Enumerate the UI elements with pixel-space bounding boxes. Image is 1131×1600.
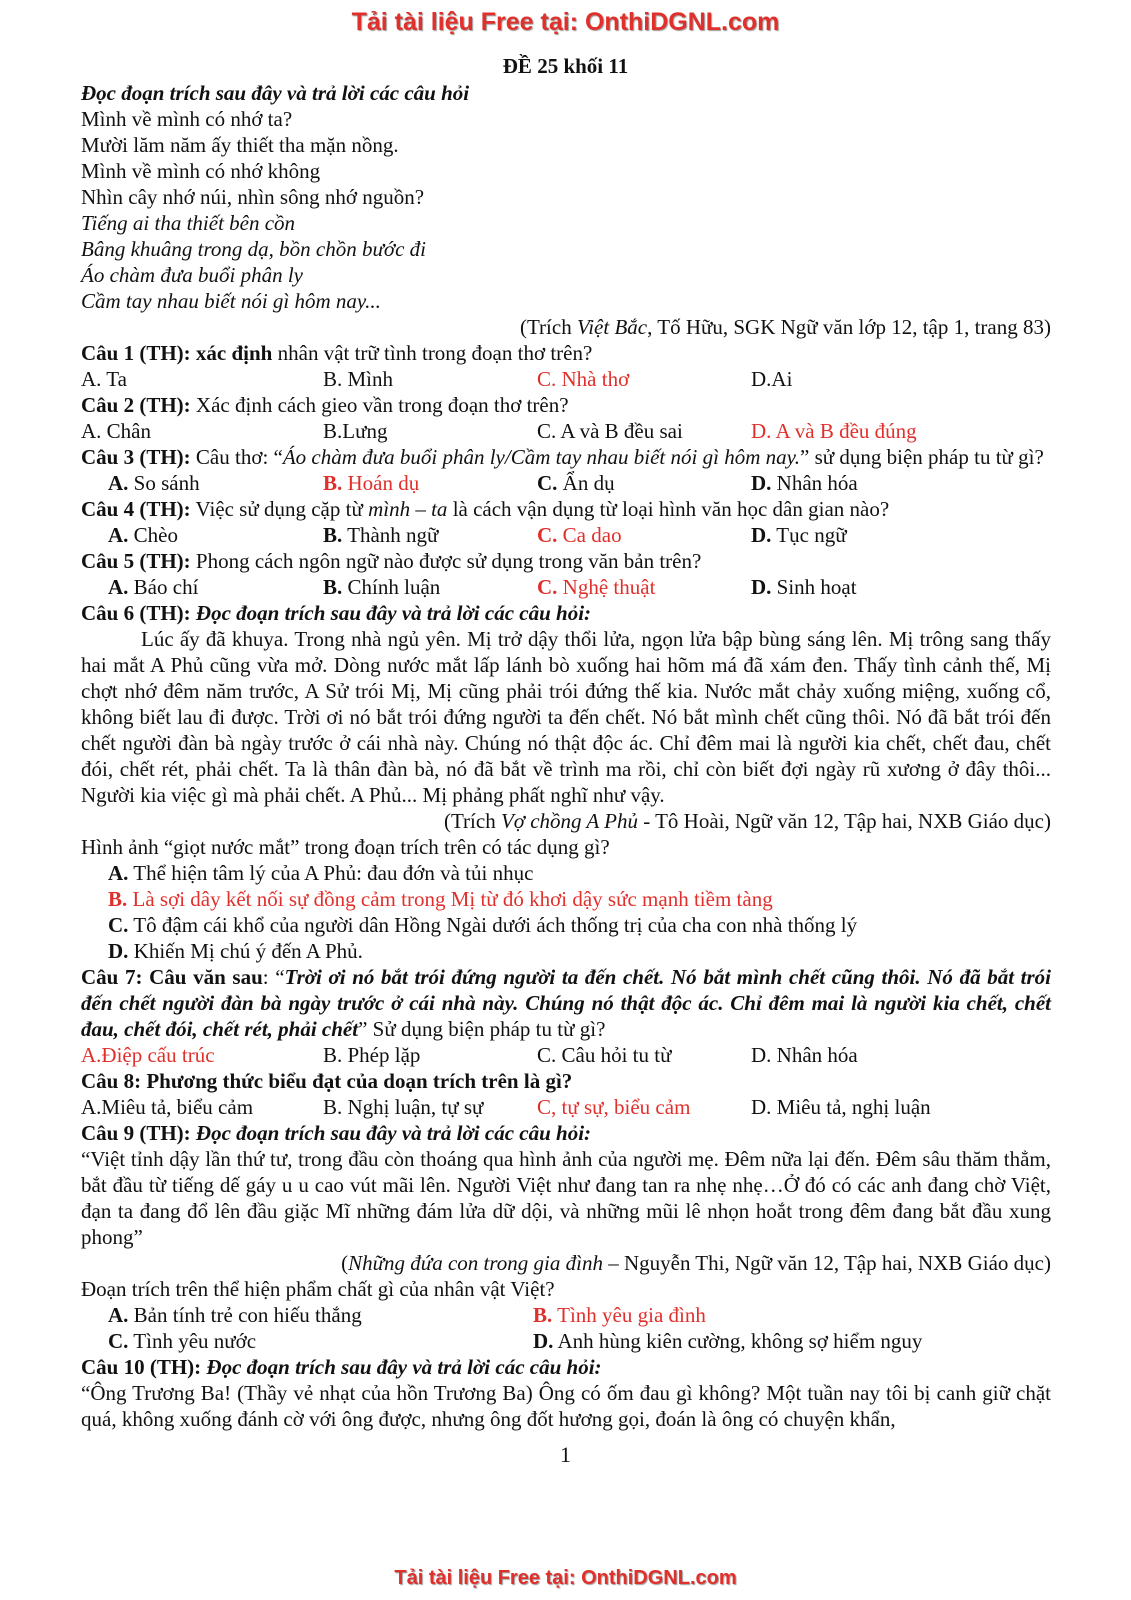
option-a[interactable]: A. So sánh <box>108 471 200 495</box>
option-c[interactable]: C. Tình yêu nước <box>108 1329 257 1353</box>
exam-content <box>81 80 1051 1432</box>
option-a[interactable]: A. Thể hiện tâm lý của A Phủ: đau đớn và tủi nhục <box>108 861 534 885</box>
question-6: Câu 6 (TH): Đọc đoạn trích sau đây và trả lời các câu hỏi: <box>81 601 592 625</box>
option-d[interactable]: D.Ai <box>751 367 793 391</box>
option-c-correct[interactable]: C. Nghệ thuật <box>537 575 656 599</box>
question-1-options <box>81 366 1051 392</box>
option-a[interactable]: A. Bản tính trẻ con hiếu thắng <box>108 1303 362 1327</box>
document-title: ĐỀ 25 khối 11 <box>502 54 629 78</box>
option-b[interactable]: B. Chính luận <box>323 575 441 599</box>
question-5: Câu 5 (TH): Phong cách ngôn ngữ nào được sử dụng trong văn bản trên? <box>81 549 702 573</box>
question-6-source: (Trích Vợ chồng A Phủ - Tô Hoài, Ngữ văn 12, Tập hai, NXB Giáo dục) <box>443 809 1051 833</box>
question-2-options <box>81 418 1051 444</box>
option-c[interactable]: C. Câu hỏi tu từ <box>537 1043 672 1067</box>
poem-line: Mình về mình có nhớ không <box>81 159 321 183</box>
option-b[interactable]: B.Lưng <box>323 419 388 443</box>
option-a[interactable]: A. Chèo <box>108 523 178 547</box>
question-9-options-row2 <box>81 1328 1051 1354</box>
option-b-correct[interactable]: B. Là sợi dây kết nối sự đồng cảm trong Mị từ đó khơi dậy sức mạnh tiềm tàng <box>108 887 773 911</box>
question-9-options-row1 <box>81 1302 1051 1328</box>
option-b[interactable]: B. Phép lặp <box>323 1043 421 1067</box>
poem-line: Mình về mình có nhớ ta? <box>81 107 293 131</box>
question-6-prompt: Hình ảnh “giọt nước mắt” trong đoạn trích trên có tác dụng gì? <box>81 835 610 859</box>
option-a[interactable]: A. Chân <box>81 419 151 443</box>
option-d-correct[interactable]: D. A và B đều đúng <box>751 419 917 443</box>
question-9-passage: “Việt tỉnh dậy lần thứ tư, trong đầu còn thoáng qua hình ảnh của người mẹ. Đêm nữa lại đến. Đêm sâu thăm thẳm, bắt đầu từ tiếng dế gáy u u cao vút mãi lên. Người Việt như đang tan ra nhẹ nhẹ…Ở đó có các anh đang chờ Việt, đạn ta đang đổ lên đầu giặc Mĩ những đám lửa dữ dội, và những mũi lê nhọn hoắt trong đêm đang bắt đầu xung phong” <box>81 1147 1051 1249</box>
option-b-correct[interactable]: B. Hoán dụ <box>323 471 420 495</box>
poem-line: Mười lăm năm ấy thiết tha mặn nồng. <box>81 133 399 157</box>
poem-line: Cầm tay nhau biết nói gì hôm nay... <box>81 289 381 313</box>
question-9-source: (Những đứa con trong gia đình – Nguyễn Thi, Ngữ văn 12, Tập hai, NXB Giáo dục) <box>341 1251 1051 1275</box>
header-banner[interactable]: Tải tài liệu Free tại: OnthiDGNL.com <box>351 8 780 36</box>
option-d[interactable]: D. Miêu tả, nghị luận <box>751 1095 931 1119</box>
passage-source: (Trích Việt Bắc, Tố Hữu, SGK Ngữ văn lớp 12, tập 1, trang 83) <box>519 315 1051 339</box>
option-a[interactable]: A. Ta <box>81 367 127 391</box>
question-5-options <box>81 574 1051 600</box>
poem-line: Bâng khuâng trong dạ, bồn chồn bước đi <box>81 237 427 261</box>
option-c-correct[interactable]: C, tự sự, biểu cảm <box>537 1095 691 1119</box>
question-3-options <box>81 470 1051 496</box>
option-b[interactable]: B. Mình <box>323 367 394 391</box>
question-9: Câu 9 (TH): Đọc đoạn trích sau đây và trả lời các câu hỏi: <box>81 1121 592 1145</box>
question-8-options <box>81 1094 1051 1120</box>
question-6-passage: Lúc ấy đã khuya. Trong nhà ngủ yên. Mị trở dậy thổi lửa, ngọn lửa bập bùng sáng lên. Mị trông sang thấy hai mắt A Phủ cũng vừa mở. Dòng nước mắt lấp lánh bò xuống hai hõm má đã xám đen. Thấy tình cảnh thế, Mị chợt nhớ đêm năm trước, A Sử trói Mị, Mị cũng phải trói đứng thế kia. Nước mắt chảy xuống miệng, xuống cổ, không biết lau đi được. Trời ơi nó bắt trói đứng người ta đến chết. Nó bắt mình chết cũng thôi. Nó đã bắt trói đến chết người đàn bà ngày trước ở cái nhà này. Chúng nó thật độc ác. Chỉ đêm mai là người kia chết, chết đau, chết đói, chết rét, phải chết. Ta là thân đàn bà, nó đã bắt về trình ma rồi, chỉ còn biết đợi ngày rũ xương ở đây thôi... Người kia việc gì mà phải chết. A Phủ... Mị phảng phất nghĩ như vậy. <box>81 627 1051 807</box>
question-4: Câu 4 (TH): Việc sử dụng cặp từ mình – ta là cách vận dụng từ loại hình văn học dân gian nào? <box>81 497 890 521</box>
footer-banner[interactable]: Tải tài liệu Free tại: OnthiDGNL.com <box>394 1567 737 1589</box>
page-number: 1 <box>560 1442 571 1467</box>
option-b[interactable]: B. Thành ngữ <box>323 523 439 547</box>
option-d[interactable]: D. Nhân hóa <box>751 1043 858 1067</box>
question-9-prompt: Đoạn trích trên thể hiện phẩm chất gì của nhân vật Việt? <box>81 1277 555 1301</box>
option-c[interactable]: C. Tô đậm cái khổ của người dân Hồng Ngài dưới ách thống trị của cha con nhà thống lý <box>108 913 858 937</box>
passage-instruction: Đọc đoạn trích sau đây và trả lời các câu hỏi <box>81 81 470 105</box>
option-b[interactable]: B. Nghị luận, tự sự <box>323 1095 484 1119</box>
poem-line: Áo chàm đưa buổi phân ly <box>81 263 304 287</box>
question-7: Câu 7: Câu văn sau: “Trời ơi nó bắt trói đứng người ta đến chết. Nó bắt mình chết cũng thôi. Nó đã bắt trói đến chết người đàn bà ngày trước ở cái nhà này. Chúng nó thật độc ác. Chỉ đêm mai là người kia chết, chết đau, chết đói, chết rét, phải chết” Sử dụng biện pháp tu từ gì? <box>81 965 1052 1041</box>
option-a-correct[interactable]: A.Điệp cấu trúc <box>81 1043 215 1067</box>
poem-line: Tiếng ai tha thiết bên cồn <box>81 211 296 235</box>
option-c[interactable]: C. Ẩn dụ <box>537 471 615 495</box>
option-d[interactable]: D. Anh hùng kiên cường, không sợ hiểm nguy <box>533 1329 923 1353</box>
option-a[interactable]: A.Miêu tả, biểu cảm <box>81 1095 254 1119</box>
question-1: Câu 1 (TH): xác định nhân vật trữ tình trong đoạn thơ trên? <box>81 341 593 365</box>
question-8: Câu 8: Phương thức biểu đạt của doạn trích trên là gì? <box>81 1069 573 1093</box>
question-10-passage: “Ông Trương Ba! (Thầy vẻ nhạt của hồn Trương Ba) Ông có ốm đau gì không? Một tuần nay tôi bị canh giữ chặt quá, không xuống đánh cờ với ông được, nhưng ông đốt hương gọi, đoán là ông có chuyện khẩn, <box>81 1381 1051 1431</box>
option-d[interactable]: D. Khiến Mị chú ý đến A Phủ. <box>108 939 363 963</box>
question-10: Câu 10 (TH): Đọc đoạn trích sau đây và trả lời các câu hỏi: <box>81 1355 602 1379</box>
option-d[interactable]: D. Sinh hoạt <box>751 575 857 599</box>
question-7-options <box>81 1042 1051 1068</box>
question-3: Câu 3 (TH): Câu thơ: “Áo chàm đưa buổi phân ly/Cầm tay nhau biết nói gì hôm nay.” sử dụng biện pháp tu từ gì? <box>81 445 1044 469</box>
question-4-options <box>81 522 1051 548</box>
poem-line: Nhìn cây nhớ núi, nhìn sông nhớ nguồn? <box>81 185 425 209</box>
option-c-correct[interactable]: C. Nhà thơ <box>537 367 630 391</box>
option-d[interactable]: D. Tục ngữ <box>751 523 847 547</box>
option-a[interactable]: A. Báo chí <box>108 575 199 599</box>
question-2: Câu 2 (TH): Xác định cách gieo vần trong đoạn thơ trên? <box>81 393 569 417</box>
option-b-correct[interactable]: B. Tình yêu gia đình <box>533 1303 706 1327</box>
option-c[interactable]: C. A và B đều sai <box>537 419 683 443</box>
option-c-correct[interactable]: C. Ca dao <box>537 523 622 547</box>
option-d[interactable]: D. Nhân hóa <box>751 471 858 495</box>
